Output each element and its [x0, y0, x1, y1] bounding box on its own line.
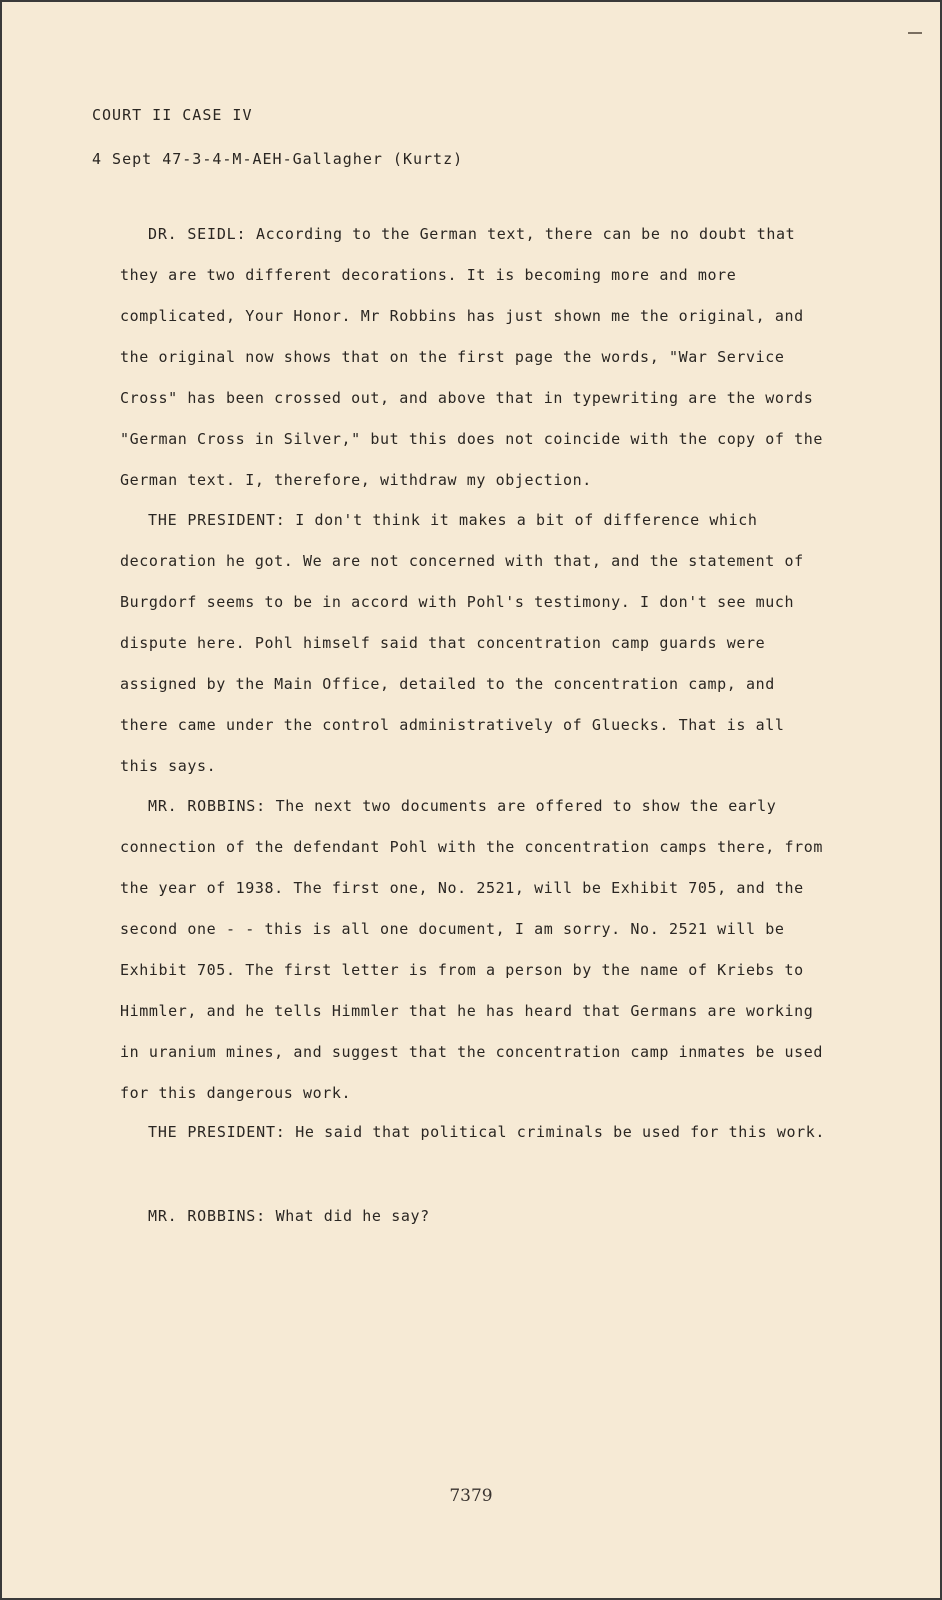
paragraph-text: What did he say?	[275, 1207, 430, 1225]
transcript-paragraph	[120, 1112, 828, 1153]
transcript-paragraph	[120, 500, 828, 787]
speaker-label: MR. ROBBINS:	[148, 797, 266, 815]
transcript-paragraph	[120, 786, 828, 1114]
paragraph-text: According to the German text, there can be no doubt that they are two different decorations. It is becoming more and more complicated, Your Honor. Mr Robbins has just shown me the original, and the original now shows that on the first page the words, "War Service Cross" has been crossed out, and above that in typewriting are the words "German Cross in Silver," but this does not coincide with the copy of the German text. I, therefore, withdraw my objection.	[120, 225, 824, 489]
edge-mark	[908, 32, 922, 34]
transcript-paragraph	[120, 214, 828, 501]
page-number: 7379	[449, 1486, 493, 1506]
speaker-label: MR. ROBBINS:	[148, 1207, 266, 1225]
speaker-label: THE PRESIDENT:	[148, 511, 286, 529]
speaker-label: THE PRESIDENT:	[148, 1123, 286, 1141]
paragraph-text: The next two documents are offered to show the early connection of the defendant Pohl with the concentration camps there, from the year of 1938. The first one, No. 2521, will be Exhibit 705, and the second one - - this is all one document, I am sorry. No. 2521 will be Exhibit 705. The first letter is from a person by the name of Kriebs to Himmler, and he tells Himmler that he has heard that Germans are working in uranium mines, and suggest that the concentration camp inmates be used for this dangerous work.	[120, 797, 824, 1102]
session-line: 4 Sept 47-3-4-M-AEH-Gallagher (Kurtz)	[92, 150, 464, 168]
transcript-paragraph	[120, 1196, 828, 1237]
paragraph-text: I don't think it makes a bit of difference which decoration he got. We are not concerned with that, and the statement of Burgdorf seems to be in accord with Pohl's testimony. I don't see much dispute here. Pohl himself said that concentration camp guards were assigned by the Main Office, detailed to the concentration camp, and there came under the control administratively of Gluecks. That is all this says.	[120, 511, 804, 775]
court-case-header: COURT II CASE IV	[92, 106, 253, 124]
speaker-label: DR. SEIDL:	[148, 225, 247, 243]
paragraph-text: He said that political criminals be used for this work.	[295, 1123, 825, 1141]
